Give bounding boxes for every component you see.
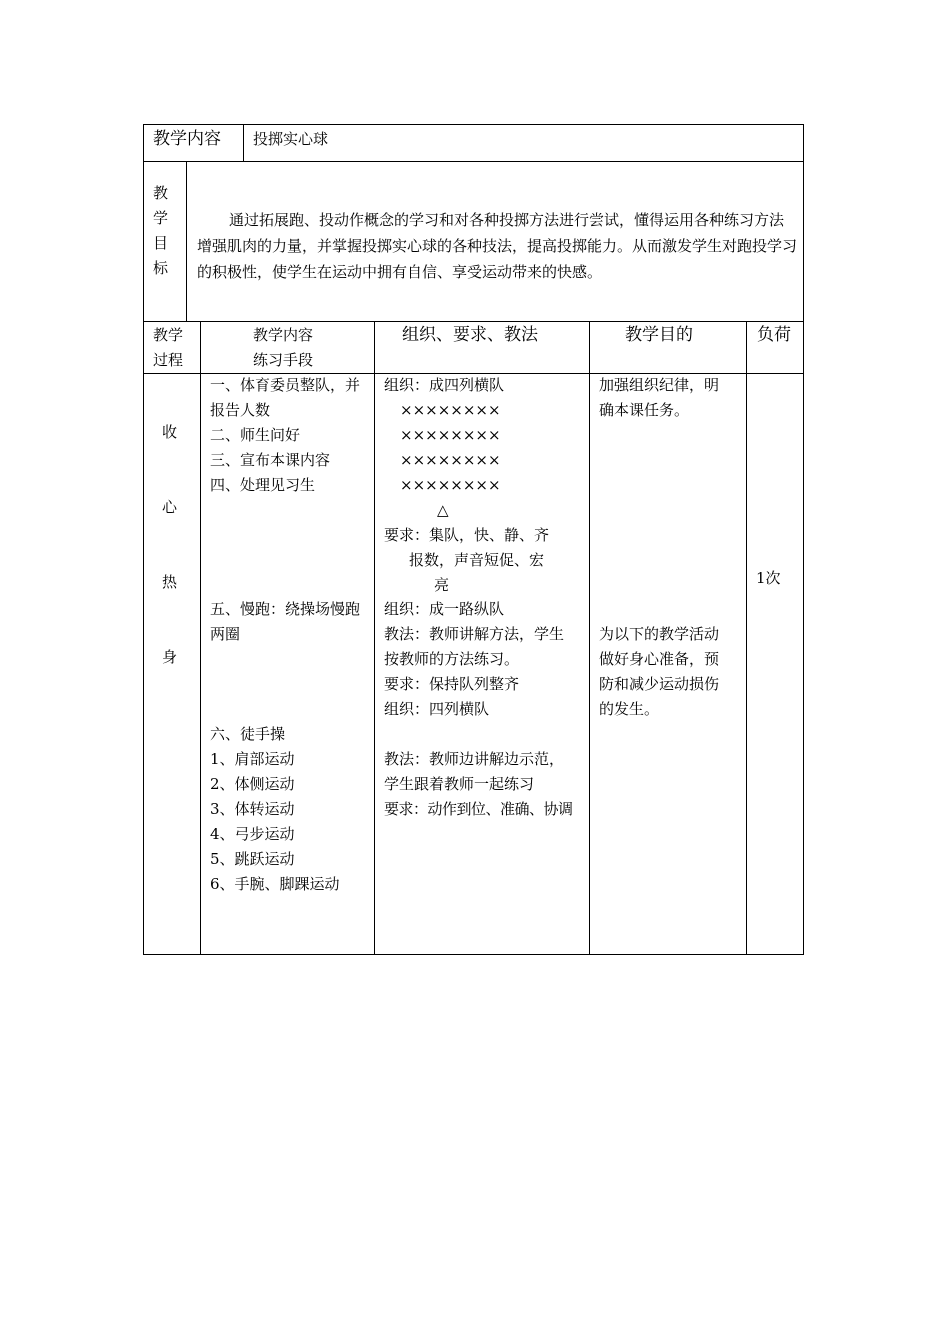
stage-char: 心 [162, 498, 178, 516]
org-line: 教法：教师讲解方法，学生 [384, 625, 565, 643]
content-line: 五、慢跑：绕操场慢跑 [210, 600, 361, 618]
purpose-line: 为以下的教学活动 [599, 625, 720, 643]
objective-text: 通过拓展跑、投动作概念的学习和对各种投掷方法进行尝试，懂得运用各种练习方法增强肌肉的力量，并掌握投掷实心球的各种技法，提高投掷能力。从而激发学生对跑投学习的积极性，使学生在运动中拥有自信、享受运动带来的快感。 [197, 211, 798, 281]
content-block-2 [210, 597, 360, 647]
purpose-line: 确本课任务。 [599, 401, 690, 419]
content-block-3 [210, 722, 340, 897]
row-divider-1 [143, 161, 804, 162]
objective-label-char: 标 [153, 259, 169, 277]
org-line: 教法：教师边讲解边示范， [384, 750, 565, 768]
content-line: 两圈 [210, 625, 241, 643]
header-content [253, 323, 313, 373]
header-process [153, 323, 183, 373]
col-divider-2 [374, 321, 375, 954]
stage-char: 身 [162, 648, 178, 666]
content-line: 5、跳跃运动 [210, 850, 295, 868]
load-value: 1次 [756, 569, 781, 587]
table-border-bottom [143, 954, 804, 955]
content-line: 1、肩部运动 [210, 750, 295, 768]
col-divider-1 [200, 321, 201, 954]
row1-divider [243, 124, 244, 161]
org-line: 组织：成四列横队 [384, 376, 505, 394]
header-purpose: 教学目的 [625, 325, 693, 345]
formation-row: ×××××××× [400, 426, 501, 444]
formation-row: ×××××××× [400, 401, 501, 419]
col-divider-3 [589, 321, 590, 954]
purpose-line: 的发生。 [599, 700, 660, 718]
objective-label [153, 181, 177, 281]
stage-char: 收 [162, 423, 178, 441]
purpose-block-1 [599, 373, 719, 423]
formation-row: ×××××××× [400, 476, 501, 494]
content-line: 4、弓步运动 [210, 825, 295, 843]
purpose-line: 防和减少运动损伤 [599, 675, 720, 693]
table-border-right [803, 124, 804, 955]
objective-label-char: 学 [153, 209, 169, 227]
content-line: 四、处理见习生 [210, 476, 316, 494]
header-organization: 组织、要求、教法 [402, 325, 538, 345]
table-border-left [143, 124, 144, 955]
content-block-1 [210, 373, 360, 498]
teacher-triangle: △ [437, 501, 449, 519]
header-content-line: 教学内容 [253, 326, 314, 344]
teaching-content-label: 教学内容 [153, 129, 221, 149]
org-line: 要求：集队，快、静、齐 [384, 526, 550, 544]
objective-label-char: 目 [153, 234, 169, 252]
row-divider-2 [143, 321, 804, 322]
org-line: 要求：保持队列整齐 [384, 675, 520, 693]
formation-row: ×××××××× [400, 451, 501, 469]
content-line: 三、宣布本课内容 [210, 451, 331, 469]
org-line: 要求：动作到位、准确、协调 [384, 800, 573, 818]
header-content-line: 练习手段 [253, 351, 314, 369]
stage-char: 热 [162, 573, 178, 591]
content-line: 报告人数 [210, 401, 271, 419]
content-line: 3、体转运动 [210, 800, 295, 818]
org-line: 按教师的方法练习。 [384, 650, 520, 668]
purpose-line: 加强组织纪律，明 [599, 376, 720, 394]
header-process-line: 过程 [153, 351, 184, 369]
purpose-line: 做好身心准备，预 [599, 650, 720, 668]
content-line: 一、体育委员整队，并 [210, 376, 361, 394]
content-line: 2、体侧运动 [210, 775, 295, 793]
header-load: 负荷 [757, 325, 791, 345]
header-process-line: 教学 [153, 326, 184, 344]
content-line: 六、徒手操 [210, 725, 286, 743]
content-line: 6、手腕、脚踝运动 [210, 875, 340, 893]
col-divider-4 [746, 321, 747, 954]
content-line: 二、师生问好 [210, 426, 301, 444]
org-line: 组织：四列横队 [384, 700, 490, 718]
org-line: 学生跟着教师一起练习 [384, 775, 535, 793]
purpose-block-2 [599, 622, 719, 722]
row2-divider [186, 161, 187, 321]
objective-label-char: 教 [153, 184, 169, 202]
teaching-content-value: 投掷实心球 [253, 130, 329, 148]
org-line: 报数，声音短促、宏 [409, 551, 545, 569]
org-line: 组织：成一路纵队 [384, 600, 505, 618]
org-line: 亮 [434, 576, 450, 594]
